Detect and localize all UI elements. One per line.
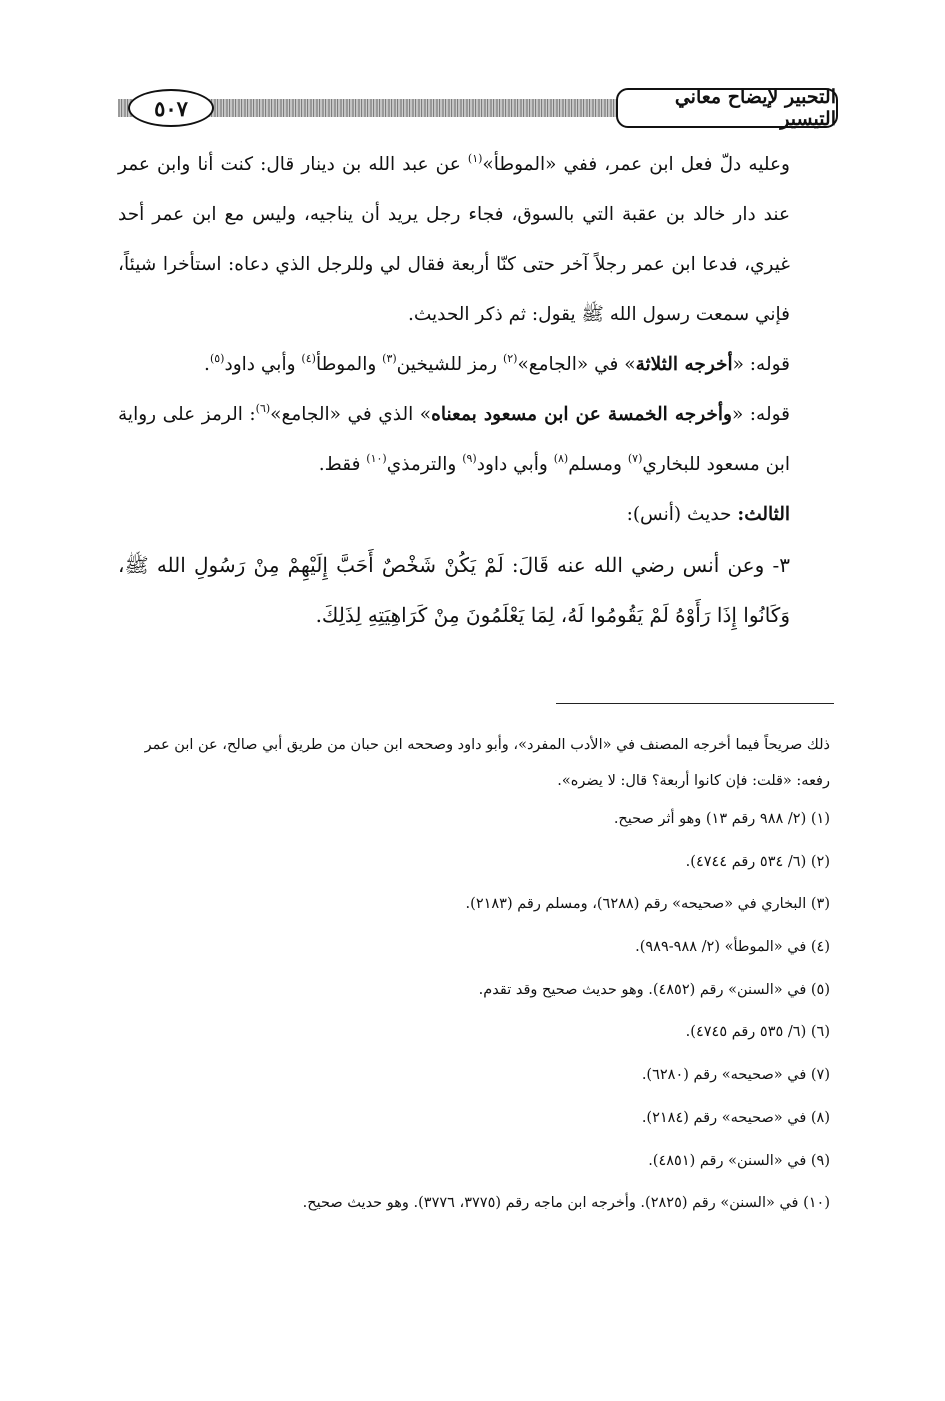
main-text — [118, 140, 830, 640]
footnote-ref-6: (٦) — [255, 402, 271, 415]
footnote-separator — [556, 703, 834, 704]
running-title — [616, 88, 838, 128]
footnote-item: (٨) في «صحيحه» رقم (٢١٨٤). — [641, 1109, 830, 1126]
text-run: » في «الجامع» — [517, 354, 636, 375]
footnote-ref-8: (٨) — [553, 452, 569, 465]
text-run: وأبي داود — [476, 454, 554, 475]
footnote-ref-2: (٢) — [502, 352, 518, 365]
footnote-item: (٧) في «صحيحه» رقم (٦٢٨٠). — [641, 1067, 830, 1084]
footnote-item: (١٠) في «السنن» رقم (٢٨٢٥). وأخرجه ابن ماجه رقم (٣٧٧٥، ٣٧٧٦). وهو حديث صحيح. — [302, 1195, 830, 1212]
text-run: عن عبد الله بن دينار قال: كنت أنا وابن عمر عند دار خالد بن عقبة التي بالسوق، فجاء رجل يريد أن يناجيه، وليس مع ابن عمر أحد غيري، فدعا ابن عمر رجلاً آخر حتى كنّا أربعة فقال لي وللرجل الذي دعاه: استأخرا شيئاً، فإني سمعت رسول الله ﷺ يقول: ثم ذكر الحديث. — [118, 154, 790, 325]
running-header — [108, 86, 838, 132]
footnote-ref-5: (٥) — [209, 352, 225, 365]
text-run: وأبي داود — [224, 354, 302, 375]
text-run: فقط. — [318, 454, 367, 475]
footnote-item: (٥) في «السنن» رقم (٤٨٥٢). وهو حديث صحيح وقد تقدم. — [478, 981, 830, 998]
page-number — [128, 89, 214, 127]
text-run: رمز للشيخين — [396, 354, 503, 375]
text-run: والترمذي — [386, 454, 463, 475]
paragraph-muwatta-narration — [118, 140, 830, 340]
text-run: » الذي في «الجامع» — [270, 404, 432, 425]
running-title-text: التحبير لإيضاح معاني التيسير — [674, 86, 836, 130]
footnote-item: (٤) في «الموطأ» (٢/ ٩٨٨-٩٨٩). — [635, 939, 830, 956]
quoted-phrase: وأخرجه الخمسة عن ابن مسعود بمعناه — [431, 404, 732, 425]
quoted-phrase: أخرجه الثلاثة — [635, 354, 733, 375]
text-run: قوله: « — [732, 354, 790, 375]
footnote-item: (٦) (٦/ ٥٣٥ رقم ٤٧٤٥). — [685, 1024, 830, 1041]
footnote-ref-4: (٤) — [301, 352, 316, 365]
text-run: ومسلم — [568, 454, 628, 475]
footnote-ref-10: (١٠) — [366, 452, 387, 465]
hadith-text: ٣- وعن أنس رضي الله عنه قَالَ: لَمْ يَكُنْ شَخْصٌ أَحَبَّ إِلَيْهِمْ مِنْ رَسُولِ الله ﷺ، وَكَانُوا إِذَا رَأَوْهُ لَمْ يَقُومُوا لَهُ، لِمَا يَعْلَمُونَ مِنْ كَرَاهِيَتِهِ لِذَلِكَ. — [118, 553, 790, 627]
section-heading-text: حديث (أنس): — [626, 504, 738, 525]
paragraph-akhrajahu-thalatha — [118, 340, 830, 390]
footnote-item: (١) (٢/ ٩٨٨ رقم ١٣) وهو أثر صحيح. — [613, 811, 830, 827]
footnotes — [118, 727, 830, 1226]
text-run: قوله: « — [731, 404, 790, 425]
text-run: . — [204, 354, 210, 375]
footnote-item: (٢) (٦/ ٥٣٤ رقم ٤٧٤٤). — [685, 853, 830, 870]
footnote-continuation: ذلك صريحاً فيما أخرجه المصنف في «الأدب المفرد»، وأبو داود وصححه ابن حبان من طريق أبي صالح، عن ابن عمر رفعه: «قلت: فإن كانوا أربعة؟ قال: لا يضره». — [144, 737, 830, 789]
footnote-ref-1: (١) — [467, 152, 483, 165]
footnote-ref-3: (٣) — [382, 352, 397, 365]
footnote-ref-7: (٧) — [627, 452, 643, 465]
footnote-ref-9: (٩) — [462, 452, 477, 465]
section-heading-third-hadith — [118, 490, 830, 540]
text-run: والموطأ — [315, 354, 383, 375]
text-run: وعليه دلّ فعل ابن عمر، ففي «الموطأ» — [482, 154, 790, 175]
footnote-item: (٩) في «السنن» رقم (٤٨٥١). — [648, 1152, 830, 1169]
text-run: : الرمز على رواية ابن مسعود للبخاري — [118, 404, 790, 475]
section-heading-label: الثالث: — [737, 504, 790, 525]
paragraph-akhrajahu-khamsa — [118, 390, 830, 490]
page-number-text: ٥٠٧ — [154, 95, 188, 121]
footnote-item: (٣) البخاري في «صحيحه» رقم (٦٢٨٨)، ومسلم رقم (٢١٨٣). — [465, 896, 830, 913]
